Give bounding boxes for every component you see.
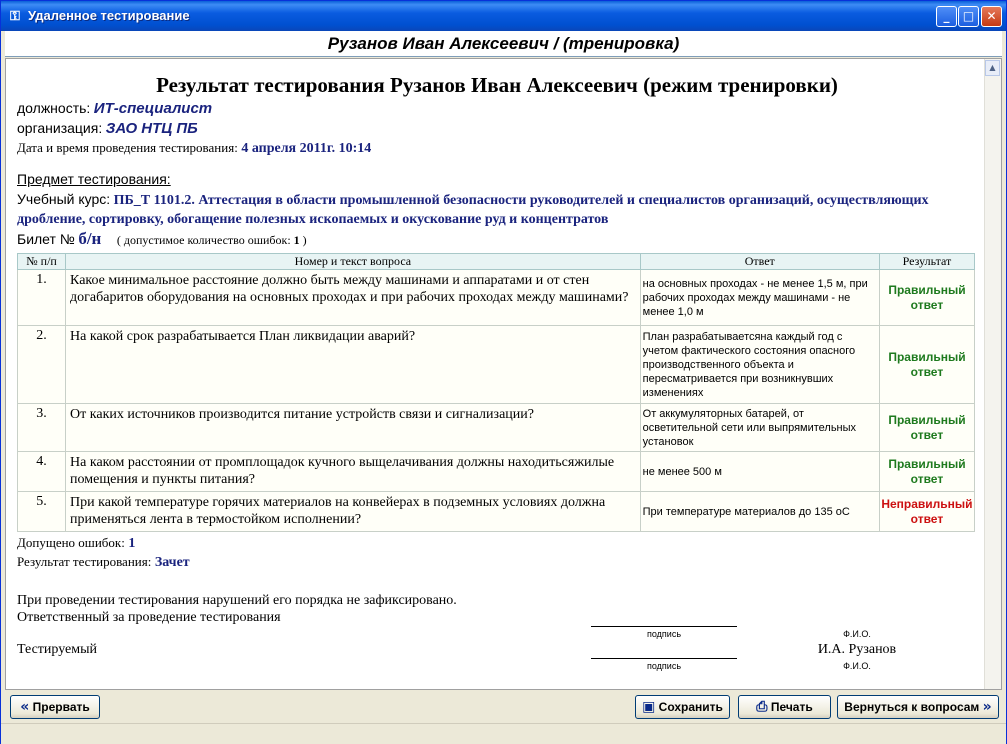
double-chevron-left-icon: « — [20, 699, 30, 715]
floppy-disk-icon: ▣ — [642, 699, 656, 715]
tested-name: И.А. Рузанов — [817, 642, 897, 657]
signature-line-responsible — [591, 626, 737, 627]
maximize-button[interactable]: □ — [958, 6, 979, 27]
datetime-row — [17, 139, 977, 158]
signature-line-tested — [591, 658, 737, 659]
table-header-row — [18, 254, 975, 270]
save-button[interactable] — [635, 695, 730, 719]
abort-button-label: Прервать — [32, 700, 90, 714]
row-question: Какое минимальное расстояние должно быть между машинами и аппаратами и от стен догабаритов оборудования на основных проходах и при рабочих проходах между машинами? — [66, 270, 641, 326]
row-result: Правильный ответ — [879, 326, 974, 404]
status-bar — [1, 723, 1006, 744]
back-button-label: Вернуться к вопросам — [844, 700, 980, 714]
row-answer: на основных проходах - не менее 1,5 м, при рабочих проходах между машинами - не менее 1,0 м — [640, 270, 879, 326]
table-row — [18, 326, 975, 404]
organization-label: организация: — [17, 120, 103, 136]
report-title: Результат тестирования Рузанов Иван Алексеевич (режим тренировки) — [156, 73, 838, 97]
fio-caption-tested: Ф.И.О. — [843, 661, 871, 671]
printer-icon: ⎙ — [756, 699, 768, 715]
ticket-value: б/н — [78, 229, 102, 248]
test-result-label: Результат тестирования: — [17, 554, 152, 569]
print-button[interactable] — [738, 695, 831, 719]
table-row — [18, 404, 975, 452]
row-result: Правильный ответ — [879, 270, 974, 326]
errors-allowed-value: 1 — [293, 233, 300, 247]
report-document — [17, 71, 977, 686]
table-row — [18, 492, 975, 532]
subject-row — [17, 170, 977, 190]
results-table — [17, 253, 975, 532]
errors-made-row — [17, 534, 977, 553]
row-result: Правильный ответ — [879, 452, 974, 492]
abort-button[interactable] — [10, 695, 100, 719]
key-icon: ⚿ — [10, 8, 20, 23]
errors-allowed-note — [117, 233, 307, 247]
tested-label: Тестируемый — [17, 642, 98, 657]
row-number: 1. — [18, 270, 66, 326]
window-titlebar[interactable] — [1, 1, 1006, 31]
row-question: На какой срок разрабатывается План ликвидации аварий? — [66, 326, 641, 404]
double-chevron-right-icon: » — [982, 699, 992, 715]
row-answer: При температуре материалов до 135 оС — [640, 492, 879, 532]
header-answer: Ответ — [640, 254, 879, 270]
position-row — [17, 99, 977, 119]
row-answer: не менее 500 м — [640, 452, 879, 492]
organization-value: ЗАО НТЦ ПБ — [105, 120, 198, 137]
row-number: 3. — [18, 404, 66, 452]
violations-text: При проведении тестирования нарушений его порядка не зафиксировано. — [17, 593, 457, 608]
position-label: должность: — [17, 100, 91, 116]
position-value: ИТ-специалист — [93, 100, 213, 117]
responsible-text: Ответственный за проведение тестирования — [17, 610, 281, 625]
signature-caption-responsible: подпись — [646, 629, 682, 639]
signature-caption-tested: подпись — [646, 661, 682, 671]
course-label: Учебный курс: — [17, 191, 111, 207]
row-number: 5. — [18, 492, 66, 532]
header-title: Рузанов Иван Алексеевич / (тренировка) — [5, 31, 1002, 57]
row-question: При какой температуре горячих материалов на конвейерах в подземных условиях должна применяться лента в термостойком исполнении? — [66, 492, 641, 532]
errors-allowed-open: ( допустимое количество ошибок: — [116, 233, 291, 247]
table-row — [18, 270, 975, 326]
header-question: Номер и текст вопроса — [66, 254, 641, 270]
ticket-row — [17, 230, 977, 250]
print-button-label: Печать — [770, 700, 813, 714]
test-result-value: Зачет — [154, 555, 190, 570]
errors-allowed-close: ) — [302, 233, 307, 247]
row-result: Неправильный ответ — [879, 492, 974, 532]
row-number: 4. — [18, 452, 66, 492]
signature-block — [17, 626, 977, 686]
window-title: Удаленное тестирование — [28, 8, 190, 23]
scroll-up-arrow-icon[interactable]: ▲ — [985, 60, 1000, 76]
row-number: 2. — [18, 326, 66, 404]
bottom-toolbar — [5, 691, 1002, 723]
row-result: Правильный ответ — [879, 404, 974, 452]
row-answer: План разрабатываетсяна каждый год с учетом фактического состояния опасного производственного объекта и пересматривается при возникнувших изменениях — [640, 326, 879, 404]
save-button-label: Сохранить — [658, 700, 723, 714]
errors-made-label: Допущено ошибок: — [17, 535, 125, 550]
header-num: № п/п — [18, 254, 66, 270]
datetime-value: 4 апреля 2011г. 10:14 — [241, 141, 372, 156]
course-value: ПБ_Т 1101.2. Аттестация в области промышленной безопасности руководителей и специалистов организаций, осуществляющих дробление, сортировку, обогащение полезных ископаемых и окускование руд и концентратов — [17, 193, 929, 227]
minimize-button[interactable]: _ — [936, 6, 957, 27]
datetime-label: Дата и время проведения тестирования: — [17, 140, 238, 155]
errors-made-value: 1 — [128, 536, 136, 551]
report-pane[interactable] — [5, 58, 1002, 690]
row-question: На каком расстоянии от промплощадок кучного выщелачивания должны находитьсяжилые помещения и пункты питания? — [66, 452, 641, 492]
close-button[interactable]: ✕ — [981, 6, 1002, 27]
subject-label: Предмет тестирования: — [17, 171, 171, 187]
row-question: От каких источников производится питание устройств связи и сигнализации? — [66, 404, 641, 452]
ticket-label: Билет № — [17, 231, 75, 247]
back-to-questions-button[interactable] — [837, 695, 999, 719]
organization-row — [17, 119, 977, 139]
course-row — [17, 190, 977, 229]
fio-caption-responsible: Ф.И.О. — [843, 629, 871, 639]
vertical-scrollbar[interactable] — [984, 59, 1001, 689]
header-result: Результат — [879, 254, 974, 270]
row-answer: От аккумуляторных батарей, от осветительной сети или выпрямительных установок — [640, 404, 879, 452]
table-row — [18, 452, 975, 492]
test-result-row — [17, 553, 977, 572]
